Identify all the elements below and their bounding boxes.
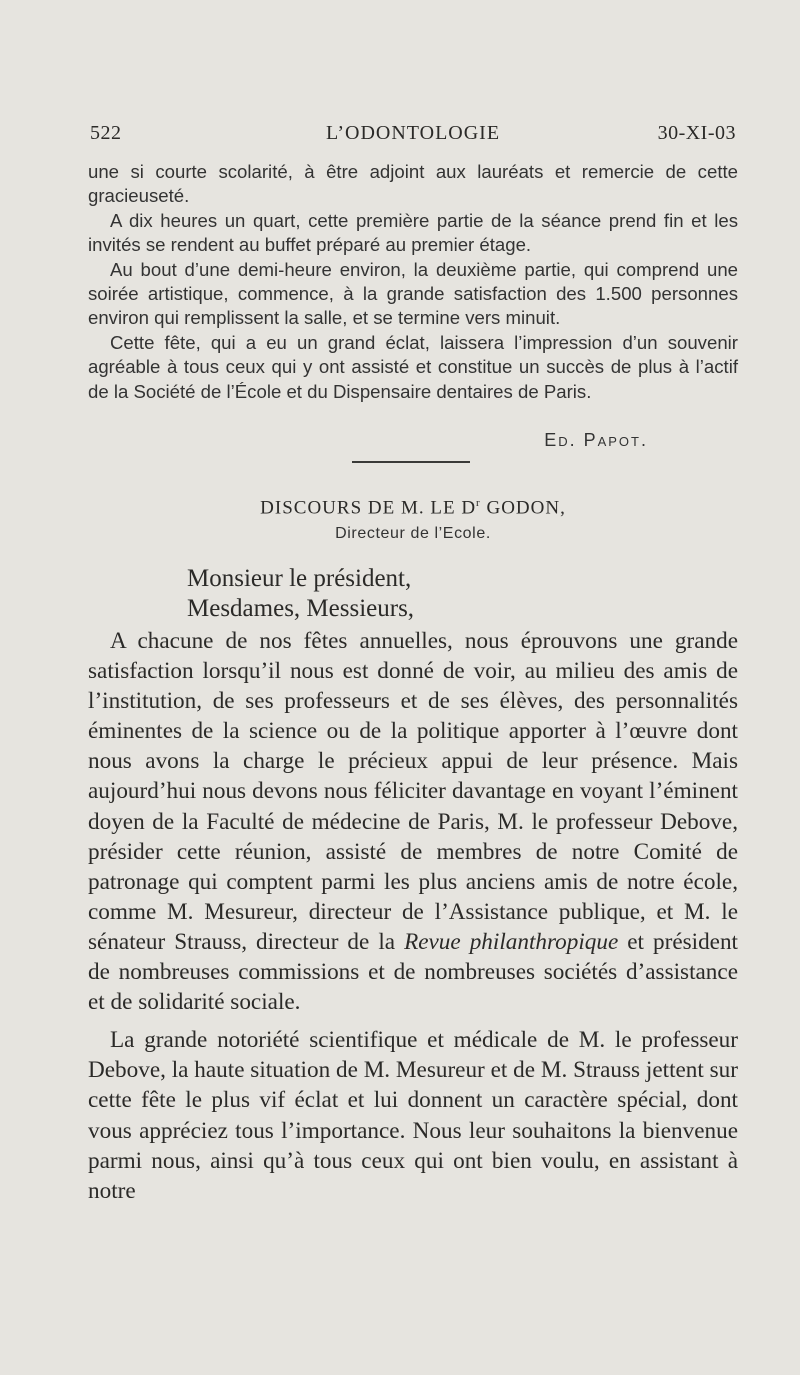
speech-heading — [88, 497, 738, 519]
speech-text — [88, 626, 738, 1206]
section-divider — [352, 461, 470, 463]
author-signature: Ed. Papot. — [544, 430, 648, 450]
speech-heading-name: GODON, — [480, 497, 566, 519]
issue-date: 30-XI-03 — [657, 122, 736, 144]
speech-heading-sup: r — [476, 497, 481, 509]
journal-name-italic: Revue philanthropique — [404, 928, 619, 955]
page-number: 522 — [90, 122, 122, 144]
speech-paragraph-1 — [88, 626, 738, 1017]
journal-title: L’ODONTOLOGIE — [325, 122, 501, 144]
speech-subheading: Directeur de l’Ecole. — [335, 525, 491, 542]
report-paragraph: une si courte scolarité, à être adjoint aux lauréats et remercie de cette gracieuseté. — [88, 161, 738, 207]
report-paragraph: A dix heures un quart, cette première partie de la séance prend fin et les invités se rendent au buffet préparé au premier étage. — [88, 209, 738, 256]
report-paragraph: Cette fête, qui a eu un grand éclat, laissera l’impression d’un souvenir agréable à tous ceux qui y ont assisté et constitue un succès de plus à l’actif de la Société de l’École et du Dispensaire dentaires de Paris. — [88, 331, 738, 402]
report-paragraph: Au bout d’une demi-heure environ, la deuxième partie, qui comprend une soirée artistique, commence, à la grande satisfaction des 1.500 personnes environ qui remplissent la salle, et se termine vers minuit. — [88, 258, 738, 329]
salutation-line-2: Mesdames, Messieurs, — [187, 595, 415, 622]
running-head — [90, 122, 736, 148]
salutation-line-1: Monsieur le président, — [187, 565, 412, 592]
speech-paragraph-2: La grande notoriété scientifique et médicale de M. le professeur Debove, la haute situation de M. Mesureur et de M. Strauss jettent sur cette fête le plus vif éclat et lui donnent un caractère spécial, dont vous appréciez tous l’importance. Nous leur souhaitons la bienvenue parmi nous, ainsi qu’à tous ceux qui ont bien voulu, en assistant à notre — [88, 1027, 738, 1204]
speech-heading-text: DISCOURS DE M. LE D — [260, 497, 477, 519]
speech-text-run: et président de nombreuses commissions et de nombreuses sociétés d’assistance et de solidarité sociale. — [88, 928, 738, 1016]
speech-text-run: A chacune de nos fêtes annuelles, nous éprouvons une grande satisfaction lorsqu’il nous est donné de voir, au milieu des amis de l’institution, de ses professeurs et de ses élèves, des personnalités éminentes de la science ou de la politique apporter à l’œuvre dont nous avons la charge le précieux appui de leur présence. Mais aujourd’hui nous devons nous féliciter davantage en voyant l’éminent doyen de la Faculté de médecine de Paris, M. le professeur Debove, présider cette réunion, assisté de membres de notre Comité de patronage qui comptent parmi les plus anciens amis de notre école, comme M. Mesureur, directeur de l’Assistance publique, et M. le sénateur Strauss, directeur de la — [88, 628, 738, 955]
report-text — [88, 160, 738, 404]
